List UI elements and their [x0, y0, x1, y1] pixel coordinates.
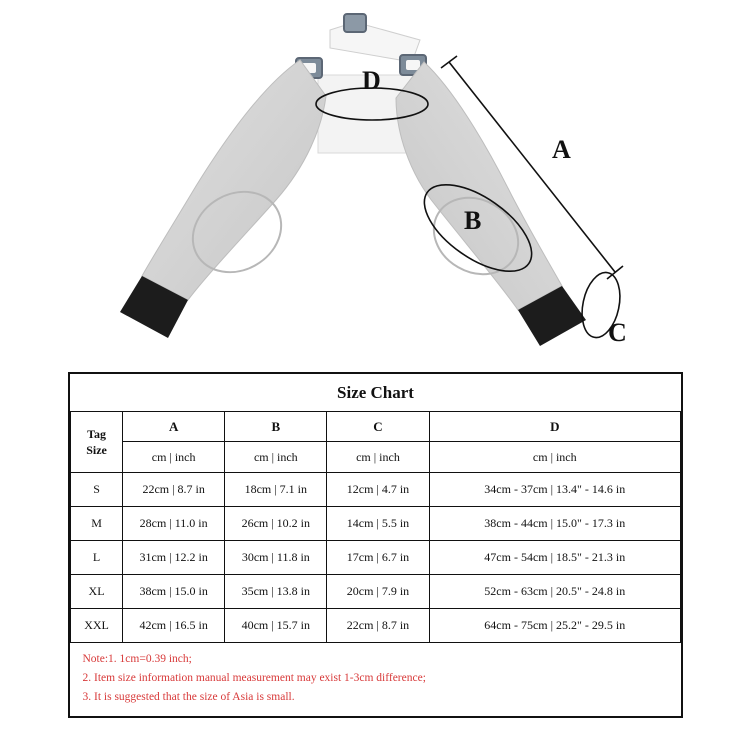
- tag-header-line1: Tag: [87, 426, 106, 441]
- table-row: [71, 473, 681, 507]
- table-header-row: [71, 412, 681, 442]
- table-row: [71, 609, 681, 643]
- table-unit-row: [71, 442, 681, 473]
- row-value-a: 31cm | 12.2 in: [123, 541, 225, 575]
- table-row: [71, 575, 681, 609]
- notes-block: [71, 643, 681, 716]
- note-line-3: 3. It is suggested that the size of Asia is small.: [82, 690, 295, 703]
- row-value-d: 47cm - 54cm | 18.5" - 21.3 in: [429, 541, 680, 575]
- row-value-b: 40cm | 15.7 in: [225, 609, 327, 643]
- row-value-c: 22cm | 8.7 in: [327, 609, 429, 643]
- row-value-d: 64cm - 75cm | 25.2" - 29.5 in: [429, 609, 680, 643]
- row-tag: M: [71, 507, 123, 541]
- column-header-d: D: [429, 412, 680, 442]
- row-value-a: 28cm | 11.0 in: [123, 507, 225, 541]
- unit-header-d: cm | inch: [429, 442, 680, 473]
- row-value-c: 20cm | 7.9 in: [327, 575, 429, 609]
- tag-header-line2: Size: [86, 443, 107, 457]
- size-chart-table: [70, 374, 681, 716]
- row-tag: S: [71, 473, 123, 507]
- product-photo: [0, 0, 750, 372]
- column-header-c: C: [327, 412, 429, 442]
- row-value-b: 26cm | 10.2 in: [225, 507, 327, 541]
- row-value-c: 12cm | 4.7 in: [327, 473, 429, 507]
- row-value-c: 14cm | 5.5 in: [327, 507, 429, 541]
- row-value-d: 52cm - 63cm | 20.5" - 24.8 in: [429, 575, 680, 609]
- table-row: [71, 541, 681, 575]
- chart-title: Size Chart: [71, 374, 681, 412]
- dim-label-d: D: [362, 66, 381, 95]
- note-line-1: Note:1. 1cm=0.39 inch;: [82, 653, 192, 665]
- row-value-c: 17cm | 6.7 in: [327, 541, 429, 575]
- dim-label-b: B: [464, 206, 482, 235]
- unit-header-b: cm | inch: [225, 442, 327, 473]
- left-sleeve: [120, 60, 326, 338]
- table-row: [71, 507, 681, 541]
- column-header-b: B: [225, 412, 327, 442]
- row-value-b: 30cm | 11.8 in: [225, 541, 327, 575]
- unit-header-a: cm | inch: [123, 442, 225, 473]
- unit-header-c: cm | inch: [327, 442, 429, 473]
- row-value-a: 38cm | 15.0 in: [123, 575, 225, 609]
- row-value-d: 34cm - 37cm | 13.4" - 14.6 in: [429, 473, 680, 507]
- row-tag: XL: [71, 575, 123, 609]
- row-tag: XXL: [71, 609, 123, 643]
- row-value-a: 42cm | 16.5 in: [123, 609, 225, 643]
- product-illustration: [0, 0, 750, 372]
- note-line-2: 2. Item size information manual measurement may exist 1-3cm difference;: [82, 671, 426, 684]
- table-title-row: [71, 374, 681, 412]
- size-chart: [68, 372, 683, 718]
- row-value-d: 38cm - 44cm | 15.0" - 17.3 in: [429, 507, 680, 541]
- column-header-a: A: [123, 412, 225, 442]
- row-value-b: 18cm | 7.1 in: [225, 473, 327, 507]
- dim-label-c: C: [608, 318, 627, 347]
- row-value-b: 35cm | 13.8 in: [225, 575, 327, 609]
- tag-size-header: [71, 412, 123, 473]
- row-tag: L: [71, 541, 123, 575]
- row-value-a: 22cm | 8.7 in: [123, 473, 225, 507]
- notes-row: [71, 643, 681, 716]
- dim-label-a: A: [552, 135, 571, 164]
